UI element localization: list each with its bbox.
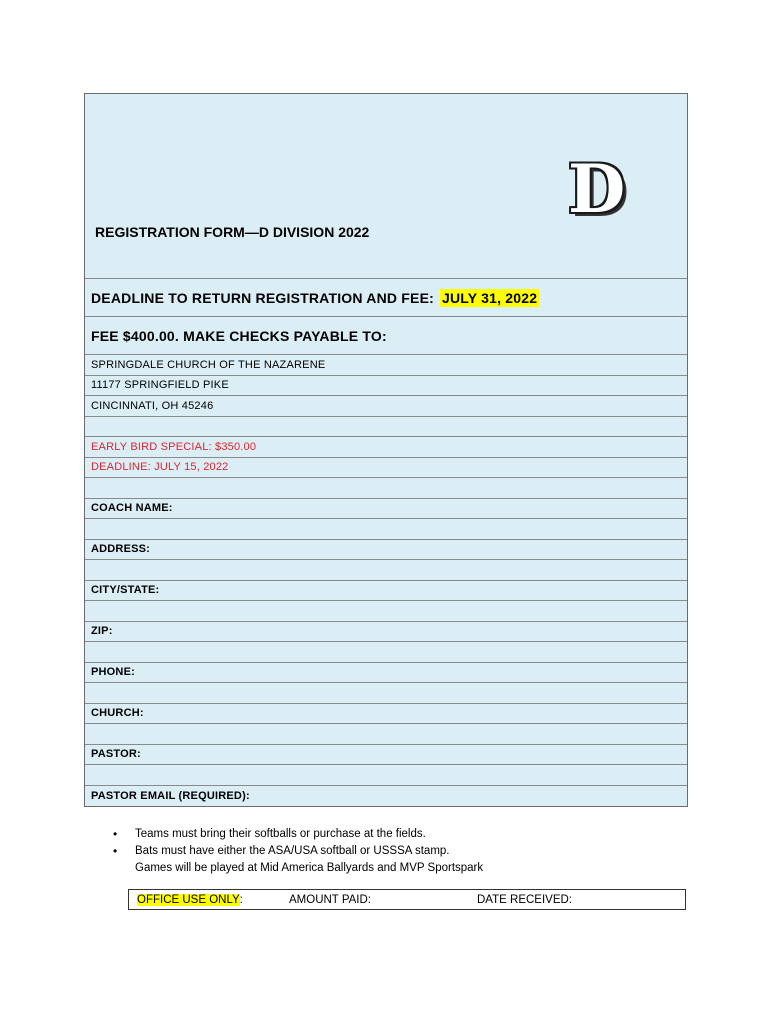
address-field[interactable] (85, 560, 687, 581)
office-use-colon: : (239, 893, 243, 906)
church-field[interactable] (85, 724, 687, 745)
early-bird-row (85, 437, 687, 458)
pastor-field[interactable] (85, 765, 687, 786)
city-state-field[interactable] (85, 601, 687, 622)
payee-street: 11177 SPRINGFIELD PIKE (91, 379, 229, 392)
blank-row (85, 478, 687, 499)
church-label: CHURCH: (91, 707, 144, 720)
form-title: REGISTRATION FORM—D DIVISION 2022 (95, 224, 370, 240)
phone-field[interactable] (85, 683, 687, 704)
note-bats: • Bats must have either the ASA/USA softball or USSSA stamp. (113, 843, 483, 860)
note-softballs: • Teams must bring their softballs or purchase at the fields. (113, 826, 483, 843)
early-bird-deadline-row (85, 458, 687, 479)
form-header (85, 94, 687, 279)
payee-street-row (85, 376, 687, 397)
early-bird-deadline: DEADLINE: JULY 15, 2022 (91, 461, 229, 474)
date-received-label: DATE RECEIVED: (477, 893, 572, 906)
notes-list (113, 826, 483, 877)
church-row (85, 704, 687, 725)
registration-form (84, 93, 688, 807)
fee-row (85, 317, 687, 355)
payee-city-row (85, 396, 687, 417)
office-use-label: OFFICE USE ONLY (137, 893, 240, 906)
pastor-row (85, 745, 687, 766)
city-state-row (85, 581, 687, 602)
pastor-email-row (85, 786, 687, 807)
payee-name: SPRINGDALE CHURCH OF THE NAZARENE (91, 358, 326, 371)
pastor-label: PASTOR: (91, 748, 141, 761)
fee-text: FEE $400.00. MAKE CHECKS PAYABLE TO: (91, 327, 387, 344)
division-letter-logo: D (568, 150, 626, 228)
note-venues: Games will be played at Mid America Ballyards and MVP Sportspark (135, 862, 484, 874)
amount-paid-label: AMOUNT PAID: (289, 893, 371, 906)
phone-label: PHONE: (91, 666, 135, 679)
deadline-row (85, 279, 687, 317)
zip-field[interactable] (85, 642, 687, 663)
coach-name-row (85, 499, 687, 520)
deadline-date: JULY 31, 2022 (441, 289, 538, 306)
phone-row (85, 663, 687, 684)
payee-city: CINCINNATI, OH 45246 (91, 399, 214, 412)
zip-label: ZIP: (91, 625, 113, 638)
payee-name-row (85, 355, 687, 376)
zip-row (85, 622, 687, 643)
address-label: ADDRESS: (91, 543, 151, 556)
pastor-email-label: PASTOR EMAIL (REQUIRED): (91, 789, 250, 802)
office-use-box (128, 889, 686, 910)
coach-name-field[interactable] (85, 519, 687, 540)
address-row (85, 540, 687, 561)
city-state-label: CITY/STATE: (91, 584, 160, 597)
deadline-label: DEADLINE TO RETURN REGISTRATION AND FEE: (91, 289, 434, 306)
early-bird-special: EARLY BIRD SPECIAL: $350.00 (91, 440, 257, 453)
coach-name-label: COACH NAME: (91, 502, 173, 515)
blank-row (85, 417, 687, 438)
